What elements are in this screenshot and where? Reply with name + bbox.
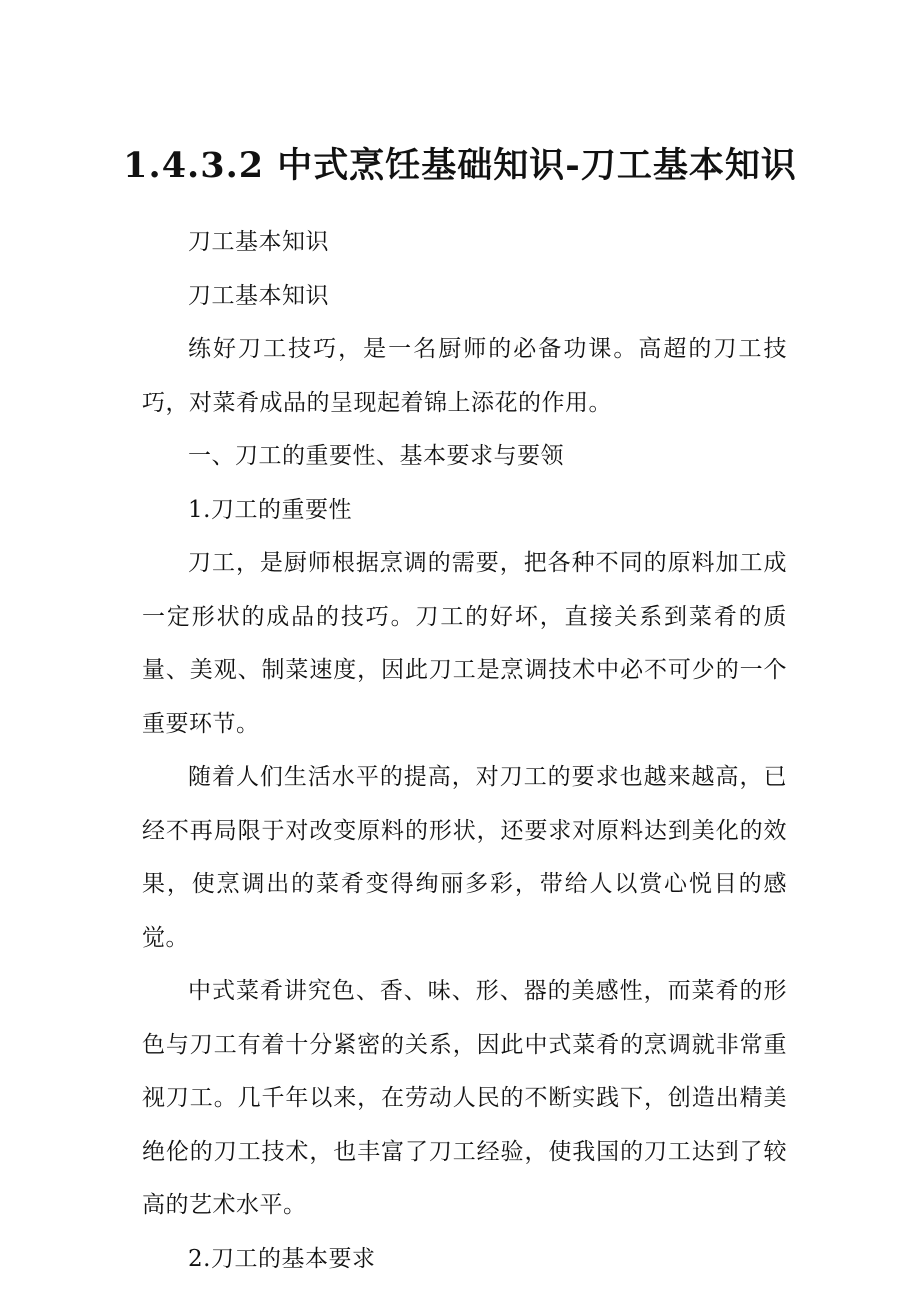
paragraph-body: 刀工，是厨师根据烹调的需要，把各种不同的原料加工成一定形状的成品的技巧。刀工的好坏，直接关系到菜肴的质量、美观、制菜速度，因此刀工是烹调技术中必不可少的一个重要环节。: [142, 550, 787, 737]
paragraph-body: 中式菜肴讲究色、香、味、形、器的美感性，而菜肴的形色与刀工有着十分紧密的关系，因此中式菜肴的烹调就非常重视刀工。几千年以来，在劳动人民的不断实践下，创造出精美绝伦的刀工技术，也丰富了刀工经验，使我国的刀工达到了较高的艺术水平。: [142, 978, 787, 1218]
document-body: [142, 216, 787, 1286]
document-title: 1.4.3.2 中式烹饪基础知识-刀工基本知识: [123, 145, 797, 186]
paragraph-intro: 练好刀工技巧，是一名厨师的必备功课。高超的刀工技巧，对菜肴成品的呈现起着锦上添花的作用。: [142, 336, 787, 416]
subsection-heading: 2.刀工的基本要求: [188, 1245, 376, 1272]
paragraph-body: 随着人们生活水平的提高，对刀工的要求也越来越高，已经不再局限于对改变原料的形状，还要求对原料达到美化的效果，使烹调出的菜肴变得绚丽多彩，带给人以赏心悦目的感觉。: [142, 764, 787, 951]
paragraph-subheading: 刀工基本知识: [188, 282, 329, 309]
subsection-heading: 1.刀工的重要性: [188, 496, 352, 523]
paragraph-subheading: 刀工基本知识: [188, 229, 329, 255]
section-heading: 一、刀工的重要性、基本要求与要领: [188, 443, 564, 469]
